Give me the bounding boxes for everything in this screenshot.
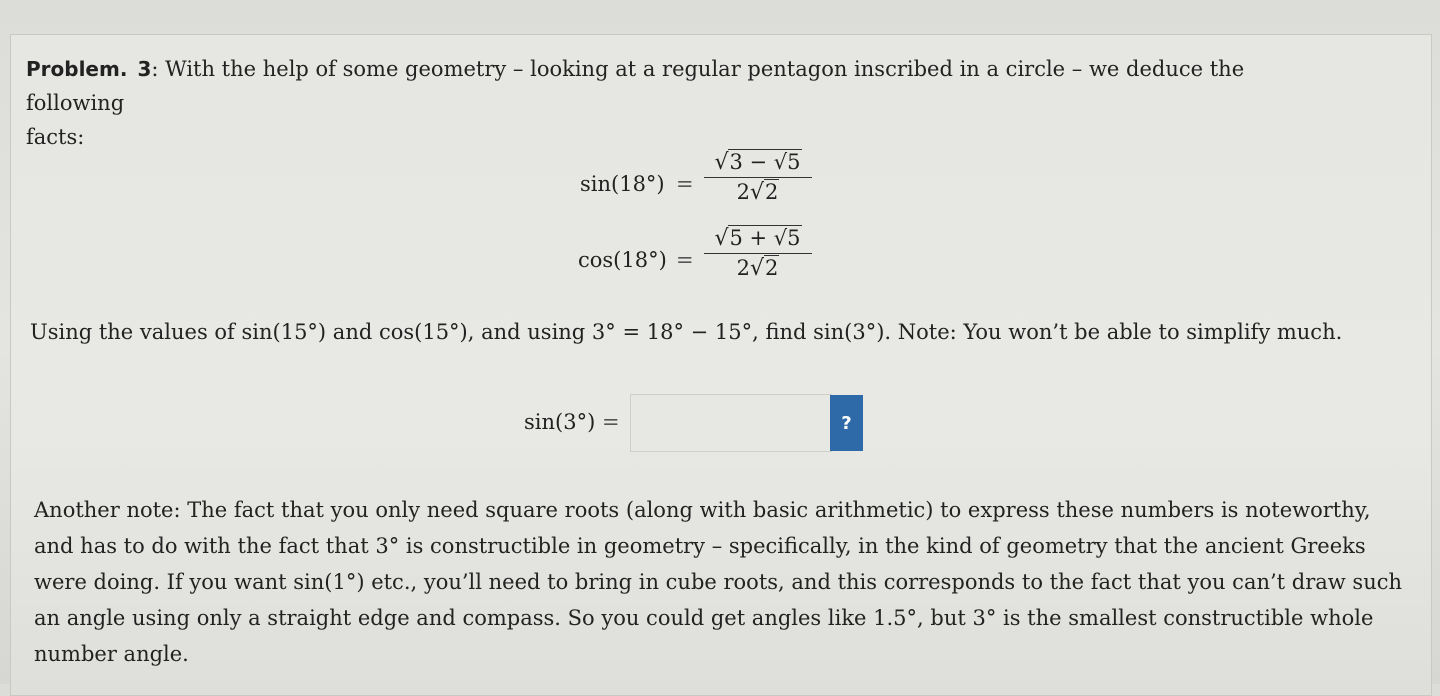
problem-label: Problem. [26, 57, 128, 81]
answer-label [524, 410, 620, 434]
another-note [34, 492, 1403, 672]
problem-statement [26, 52, 1346, 154]
note-line: Another note: The fact that you only need square roots (along with basic arithmetic) to express these numbers is noteworthy, [34, 498, 1371, 522]
fact-sin18-equals: = [676, 172, 694, 196]
answer-equals: = [601, 410, 620, 434]
fact-cos18-numerator: √5 + √5 [704, 226, 812, 254]
note-line: and has to do with the fact that 3° is constructible in geometry – specifically, in the kind of geometry that the ancient Greeks [34, 534, 1366, 558]
problem-intro-line2: facts: [26, 125, 85, 149]
problem-intro-line1: : With the help of some geometry – looking at a regular pentagon inscribed in a circle – we deduce the following [26, 57, 1245, 115]
note-line: were doing. If you want sin(1°) etc., you’ll need to bring in cube roots, and this corresponds to the fact that you can’t draw such [34, 570, 1403, 594]
note-line: an angle using only a straight edge and compass. So you could get angles like 1.5°, but 3° is the smallest constructible whole [34, 606, 1374, 630]
fact-sin18-lhs: sin(18°) [580, 172, 665, 196]
instruction-text: Using the values of sin(15°) and cos(15°), and using 3° = 18° − 15°, find sin(3°). Note: You won’t be able to simplify much. [30, 320, 1343, 344]
note-line: number angle. [34, 642, 189, 666]
help-button[interactable]: ? [830, 395, 863, 451]
fact-cos18-denominator: 2√2 [736, 256, 779, 281]
fact-sin18-numerator: √3 − √5 [704, 150, 812, 178]
answer-lhs: sin(3°) [524, 410, 596, 434]
fact-sin18-denominator: 2√2 [736, 180, 779, 205]
answer-input[interactable] [630, 394, 832, 452]
fact-cos18-fraction [704, 226, 812, 281]
problem-number: 3 [137, 57, 152, 81]
fact-cos18-lhs: cos(18°) [578, 248, 667, 272]
fact-cos18-equals: = [676, 248, 694, 272]
fact-sin18-fraction [704, 150, 812, 205]
